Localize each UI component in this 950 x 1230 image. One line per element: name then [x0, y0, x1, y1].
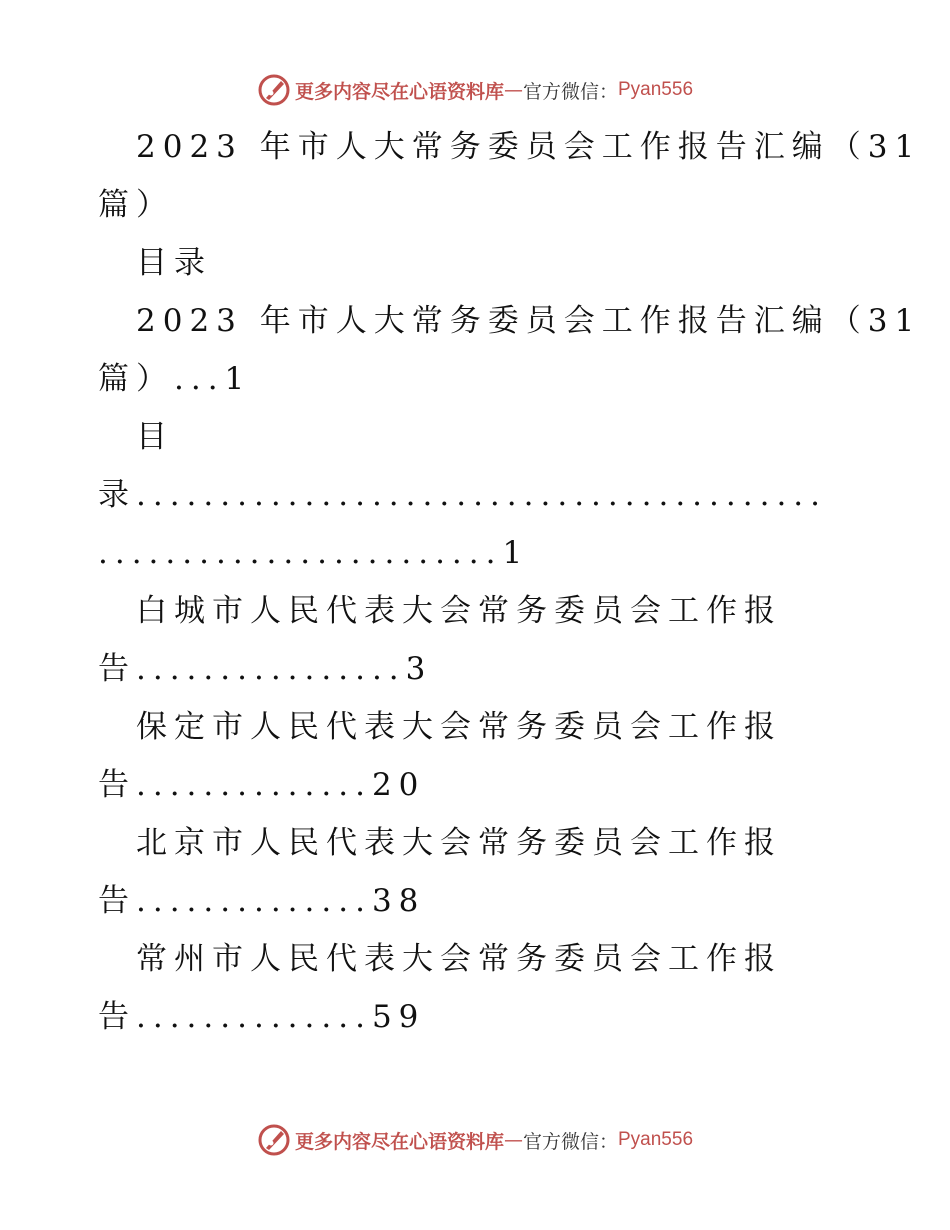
watermark-label: 官方微信： [522, 80, 618, 103]
toc-entry-4-line-2[interactable]: 告..............20 [98, 767, 426, 803]
toc-heading: 目录 [136, 245, 212, 281]
document-body [98, 118, 922, 1046]
header-watermark [0, 70, 950, 110]
toc-entry-2-line-3[interactable]: ........................1 [98, 535, 530, 571]
watermark-brand: 更多内容尽在心语资料库 [294, 80, 504, 103]
quill-logo-icon [257, 1123, 291, 1157]
watermark-account: Pyan556 [618, 1129, 694, 1150]
toc-entry-3-line-1[interactable]: 白城市人民代表大会常务委员会工作报 [136, 593, 782, 629]
toc-entry-6-line-1[interactable]: 常州市人民代表大会常务委员会工作报 [136, 941, 782, 977]
toc-entry-4-line-1[interactable]: 保定市人民代表大会常务委员会工作报 [136, 709, 782, 745]
toc-entry-5-line-1[interactable]: 北京市人民代表大会常务委员会工作报 [136, 825, 782, 861]
doc-title-line-1: 2023 年市人大常务委员会工作报告汇编（31 [136, 129, 922, 165]
footer-watermark [0, 1120, 950, 1160]
doc-title-line-2: 篇） [98, 187, 174, 223]
watermark-brand: 更多内容尽在心语资料库 [294, 1130, 504, 1153]
toc-entry-2-line-2[interactable]: 录......................................... [98, 477, 828, 513]
toc-entry-2-line-1[interactable]: 目 [136, 419, 174, 455]
toc-entry-3-line-2[interactable]: 告................3 [98, 651, 433, 687]
watermark-account: Pyan556 [618, 79, 694, 100]
quill-logo-icon [257, 73, 291, 107]
toc-entry-5-line-2[interactable]: 告..............38 [98, 883, 426, 919]
toc-entry-1-line-2[interactable]: 篇）...1 [98, 361, 252, 397]
toc-entry-1-line-1[interactable]: 2023 年市人大常务委员会工作报告汇编（31 [136, 303, 922, 339]
toc-entry-6-line-2[interactable]: 告..............59 [98, 999, 426, 1035]
watermark-separator: — [503, 79, 523, 101]
watermark-label: 官方微信： [522, 1130, 618, 1153]
watermark-separator: — [503, 1129, 523, 1151]
